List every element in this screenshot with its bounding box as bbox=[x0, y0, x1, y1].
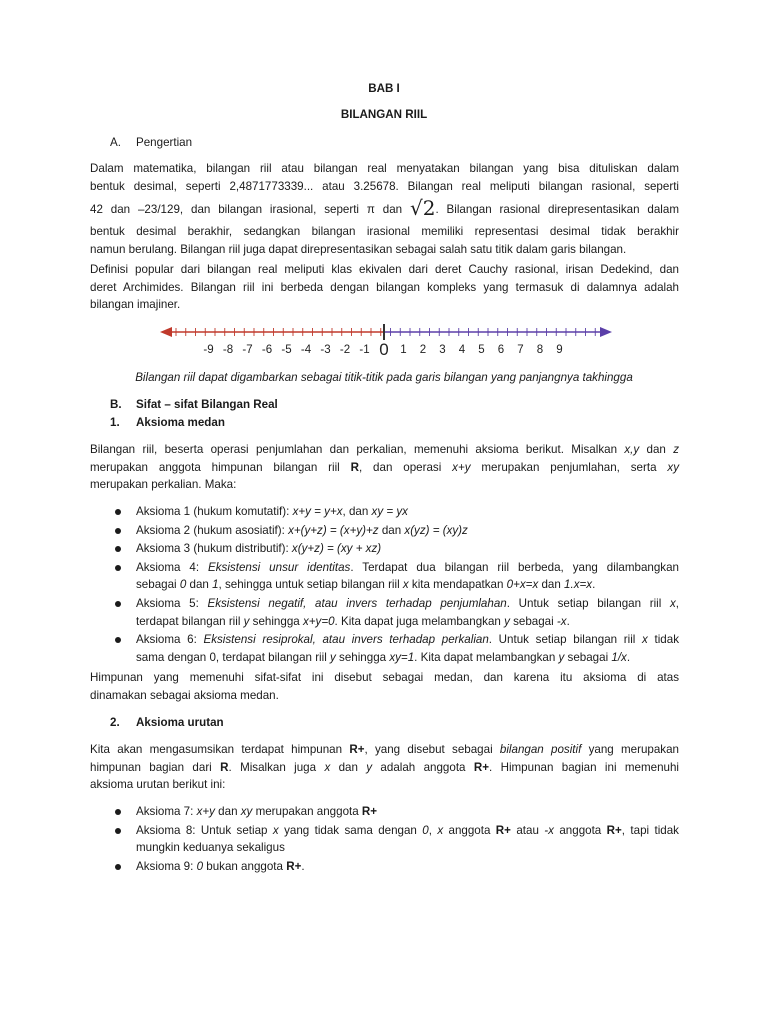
math-var: y bbox=[243, 614, 250, 628]
chapter-title: BILANGAN RIIL bbox=[340, 108, 428, 121]
text-run: , bbox=[675, 596, 680, 610]
axiom-name: Eksistensi negatif, atau invers terhadap penjumlahan bbox=[207, 596, 507, 610]
text-run: sebagai bbox=[509, 614, 557, 628]
text-run: . bbox=[566, 614, 570, 628]
para2-line: Definisi popular dari bilangan real meliputi klas ekivalen dari deret Cauchy rasional, irisan Dedekind, dan bbox=[90, 263, 679, 276]
text-run: sebagai bbox=[564, 650, 612, 664]
text-run: atau bbox=[510, 823, 545, 837]
set-symbol: R+ bbox=[606, 823, 622, 837]
text-run: Kita akan mengasumsikan terdapat himpunan bbox=[90, 743, 350, 756]
text-run: anggota bbox=[443, 823, 496, 837]
text-run: . Untuk setiap bilangan riil bbox=[488, 633, 643, 647]
text-run: mungkin keduanya sekaligus bbox=[136, 841, 285, 855]
text-run: sama dengan 0, terdapat bilangan riil bbox=[136, 650, 331, 664]
formula: xy bbox=[240, 805, 253, 818]
set-symbol: R+ bbox=[349, 743, 365, 756]
text-run: , sehingga untuk setiap bilangan riil bbox=[218, 578, 403, 592]
set-symbol: R+ bbox=[495, 823, 511, 837]
axiom-label: Aksioma 6: bbox=[136, 633, 204, 647]
math-var: x bbox=[437, 823, 444, 837]
text-run: merupakan penjumlahan, serta bbox=[470, 460, 668, 474]
text-run: sebagai bbox=[136, 578, 180, 592]
subsection-1-label: Aksioma medan bbox=[136, 416, 225, 429]
text-run: tidak bbox=[647, 633, 679, 647]
number-line-label: 8 bbox=[536, 344, 544, 356]
para1-line: bentuk desimal, seperti 2,4871773339... atau 3.25678. Bilangan real meliputi bilangan rasional, seperti bbox=[90, 179, 679, 193]
bullet-icon bbox=[115, 509, 121, 515]
text-run: . Kita dapat juga melambangkan bbox=[334, 614, 505, 628]
section-a-label: Pengertian bbox=[136, 136, 193, 149]
bullet-icon bbox=[115, 828, 121, 834]
bullet-icon bbox=[115, 601, 121, 607]
axiom-line bbox=[136, 631, 679, 649]
list-item-axiom-2 bbox=[112, 522, 679, 540]
para1-line: namun berulang. Bilangan riil juga dapat direpresentasikan sebagai salah satu titik dalam garis bilangan. bbox=[90, 242, 627, 256]
number-line-label: 5 bbox=[478, 344, 485, 356]
subsection-1-number: 1. bbox=[110, 416, 120, 429]
number-line-label: -5 bbox=[281, 344, 292, 356]
text-run: yang tidak sama dengan bbox=[278, 823, 423, 837]
text-run: , dan operasi bbox=[358, 460, 453, 474]
formula: x(yz) = (xy)z bbox=[404, 523, 468, 537]
math-var: x bbox=[272, 823, 279, 837]
bullet-icon bbox=[115, 637, 121, 643]
formula: 1.x=x bbox=[564, 578, 593, 592]
number-line-label: 4 bbox=[458, 344, 466, 356]
axiom-line bbox=[136, 822, 679, 840]
list-item-axiom-6 bbox=[112, 631, 679, 666]
math-var: x bbox=[324, 760, 331, 774]
text-run: sehingga bbox=[335, 650, 390, 664]
number-line-label: -1 bbox=[359, 344, 370, 356]
set-symbol: R+ bbox=[361, 805, 378, 818]
formula: -x bbox=[556, 614, 567, 628]
para4-line: dinamakan sebagai aksioma medan. bbox=[90, 688, 279, 702]
math-var: 0 bbox=[196, 859, 204, 873]
text-run: kita mendapatkan bbox=[408, 578, 507, 592]
math-var: 1 bbox=[212, 578, 219, 592]
number-line-label: 2 bbox=[419, 344, 427, 356]
section-b-heading bbox=[110, 396, 278, 414]
number-line-figure bbox=[150, 322, 620, 362]
text-run: , tapi tidak bbox=[621, 823, 679, 837]
set-symbol: R+ bbox=[286, 859, 302, 873]
term-italic: bilangan positif bbox=[499, 743, 582, 756]
math-var: x bbox=[669, 596, 676, 610]
formula: xy=1 bbox=[389, 650, 415, 664]
subsection-2-number: 2. bbox=[110, 716, 120, 729]
bullet-icon bbox=[115, 546, 121, 552]
subsection-1-heading bbox=[110, 414, 225, 432]
list-item-axiom-8 bbox=[112, 822, 679, 857]
section-b-letter: B. bbox=[110, 398, 122, 411]
number-line-label: -4 bbox=[300, 344, 312, 356]
para1-line: bentuk desimal berakhir, sedangkan bilangan irasional memiliki representasi desimal tidak berakhir bbox=[90, 225, 679, 239]
text-run: bukan anggota bbox=[203, 859, 287, 873]
text-run: anggota bbox=[553, 823, 607, 837]
text-run: himpunan bagian dari bbox=[90, 760, 221, 774]
left-arrow-icon bbox=[160, 327, 172, 337]
math-var: x bbox=[642, 633, 648, 647]
text-run: dan bbox=[214, 805, 241, 818]
list-item-axiom-3 bbox=[112, 540, 679, 558]
para5-line bbox=[90, 759, 679, 777]
axiom-name: Eksistensi unsur identitas bbox=[208, 560, 351, 574]
right-arrow-icon bbox=[600, 327, 612, 337]
number-line-label: 3 bbox=[439, 344, 446, 356]
math-var: -x bbox=[544, 823, 554, 837]
axiom-label: Aksioma 9: bbox=[136, 859, 197, 873]
axiom-line bbox=[136, 595, 679, 613]
text-run: . bbox=[626, 650, 631, 664]
formula: x+(y+z) = (x+y)+z bbox=[288, 523, 379, 537]
axiom-label: Aksioma 2 (hukum asosiatif): bbox=[136, 523, 289, 537]
formula: x(y+z) = (xy + xz) bbox=[291, 542, 382, 556]
axiom-label: Aksioma 1 (hukum komutatif): bbox=[136, 505, 293, 518]
number-line-label: 0 bbox=[379, 340, 389, 359]
text-run: , bbox=[428, 823, 438, 837]
para2-line: bilangan imajiner. bbox=[90, 298, 181, 312]
number-line-label: -9 bbox=[203, 344, 214, 356]
text-run: terdapat bilangan riil bbox=[136, 614, 244, 628]
text-run: . Untuk setiap bilangan riil bbox=[506, 596, 670, 610]
order-axiom-list bbox=[112, 803, 679, 876]
text-run: adalah anggota bbox=[372, 760, 474, 774]
para5-line bbox=[90, 741, 679, 759]
paragraph-definition bbox=[90, 160, 679, 258]
section-a-heading bbox=[110, 134, 192, 152]
text-run: dan bbox=[639, 443, 674, 456]
axiom-line bbox=[136, 559, 679, 577]
section-b-label: Sifat – sifat Bilangan Real bbox=[136, 398, 278, 411]
formula: x+y bbox=[196, 805, 215, 818]
para3-line bbox=[90, 459, 679, 477]
paragraph-field-summary bbox=[90, 669, 679, 704]
figure-caption: Bilangan riil dapat digambarkan sebagai titik-titik pada garis bilangan yang panjangnya takhingga bbox=[135, 371, 633, 384]
axiom-label: Aksioma 7: bbox=[136, 805, 197, 818]
list-item-axiom-9 bbox=[112, 858, 679, 876]
formula: x+y=0 bbox=[302, 614, 335, 628]
math-var: y bbox=[330, 650, 336, 664]
text-run: merupakan anggota bbox=[252, 805, 362, 818]
field-axiom-list bbox=[112, 503, 679, 667]
text-run: , yang disebut sebagai bbox=[364, 743, 500, 756]
text-run: Bilangan riil, beserta operasi penjumlahan dan perkalian, memenuhi aksioma berikut. Misalkan bbox=[90, 443, 625, 456]
set-symbol: R+ bbox=[473, 760, 489, 774]
number-line-label: -2 bbox=[339, 344, 351, 356]
chapter-label: BAB I bbox=[368, 82, 400, 95]
para3-line bbox=[90, 441, 679, 459]
text-run: . Himpunan bagian ini memenuhi bbox=[489, 760, 680, 774]
number-line-label: -8 bbox=[222, 344, 234, 356]
text-run: yang merupakan bbox=[581, 743, 679, 756]
para5-line: aksioma urutan berikut ini: bbox=[90, 778, 226, 792]
para1-line: Dalam matematika, bilangan riil atau bilangan real menyatakan bilangan yang bisa dituliskan dalam bbox=[90, 162, 679, 175]
number-line-label: 6 bbox=[497, 344, 505, 356]
list-item-axiom-4 bbox=[112, 559, 679, 594]
number-line-label: -7 bbox=[242, 344, 253, 356]
text-run: . bbox=[592, 578, 596, 592]
section-a-letter: A. bbox=[110, 136, 121, 149]
para1-line3-start: 42 dan –23/129, dan bilangan irasional, seperti π dan bbox=[90, 203, 410, 217]
bullet-icon bbox=[115, 528, 121, 534]
number-line-label: -3 bbox=[320, 344, 331, 356]
text-run: , dan bbox=[342, 505, 372, 518]
paragraph-popular-definition bbox=[90, 261, 679, 314]
math-var: y bbox=[366, 760, 373, 774]
math-var: xy bbox=[667, 460, 679, 474]
formula: xy = yx bbox=[371, 505, 408, 518]
axiom-label: Aksioma 3 (hukum distributif): bbox=[136, 542, 292, 556]
para1-line3-end: . Bilangan rasional direpresentasikan dalam bbox=[435, 203, 679, 217]
axiom-name: Eksistensi resiprokal, atau invers terhadap perkalian bbox=[203, 633, 489, 647]
text-run: Untuk setiap bbox=[200, 823, 273, 837]
formula: 0+x=x bbox=[506, 578, 539, 592]
list-item-axiom-5 bbox=[112, 595, 679, 630]
number-line-label: 9 bbox=[556, 344, 563, 356]
text-run: . Kita dapat melambangkan bbox=[414, 650, 559, 664]
math-var: z bbox=[673, 443, 679, 456]
math-var: y bbox=[558, 650, 565, 664]
bullet-icon bbox=[115, 809, 121, 815]
text-run: dan bbox=[330, 760, 367, 774]
math-var: 0 bbox=[179, 578, 187, 592]
text-run: . Misalkan juga bbox=[228, 760, 325, 774]
formula: x+y = y+x bbox=[292, 505, 343, 518]
bullet-icon bbox=[115, 565, 121, 571]
number-line-label: -6 bbox=[261, 344, 273, 356]
paragraph-field-axioms-intro bbox=[90, 441, 679, 494]
axiom-label: Aksioma 8: bbox=[136, 823, 201, 837]
text-run: . Terdapat dua bilangan riil berbeda, yang dilambangkan bbox=[350, 560, 679, 574]
text-run: dan bbox=[538, 578, 565, 592]
para2-line: deret Archimides. Bilangan riil ini berbeda dengan bilangan kompleks yang termasuk di dalamnya adalah bbox=[90, 280, 679, 294]
math-var: x,y bbox=[624, 443, 640, 456]
subsection-2-label: Aksioma urutan bbox=[136, 716, 224, 729]
sqrt-two-symbol: √2 bbox=[409, 196, 436, 221]
para4-line: Himpunan yang memenuhi sifat-sifat ini disebut sebagai medan, dan karena itu aksioma di atas bbox=[90, 671, 679, 684]
para3-line: merupakan perkalian. Maka: bbox=[90, 478, 237, 492]
formula: 1/x bbox=[611, 650, 627, 664]
number-line-label: 1 bbox=[400, 344, 407, 356]
math-var: x+y bbox=[452, 460, 471, 474]
math-var: 0 bbox=[422, 823, 429, 837]
math-var: x bbox=[402, 578, 409, 592]
list-item-axiom-1 bbox=[112, 503, 679, 521]
list-item-axiom-7 bbox=[112, 803, 679, 821]
text-run: . bbox=[301, 859, 305, 873]
paragraph-order-axioms-intro bbox=[90, 741, 679, 794]
text-run: dan bbox=[186, 578, 213, 592]
subsection-2-heading bbox=[110, 714, 224, 732]
number-line-label: 7 bbox=[517, 344, 524, 356]
axiom-label: Aksioma 5: bbox=[136, 596, 208, 610]
set-symbol: R bbox=[220, 760, 229, 774]
para1-line bbox=[90, 195, 679, 223]
axiom-label: Aksioma 4: bbox=[136, 560, 209, 574]
text-run: dan bbox=[378, 523, 405, 537]
math-var: y bbox=[504, 614, 510, 628]
text-run: merupakan anggota himpunan bilangan riil bbox=[90, 460, 351, 474]
set-symbol: R bbox=[350, 460, 359, 474]
bullet-icon bbox=[115, 864, 121, 870]
text-run: sehingga bbox=[249, 614, 303, 628]
